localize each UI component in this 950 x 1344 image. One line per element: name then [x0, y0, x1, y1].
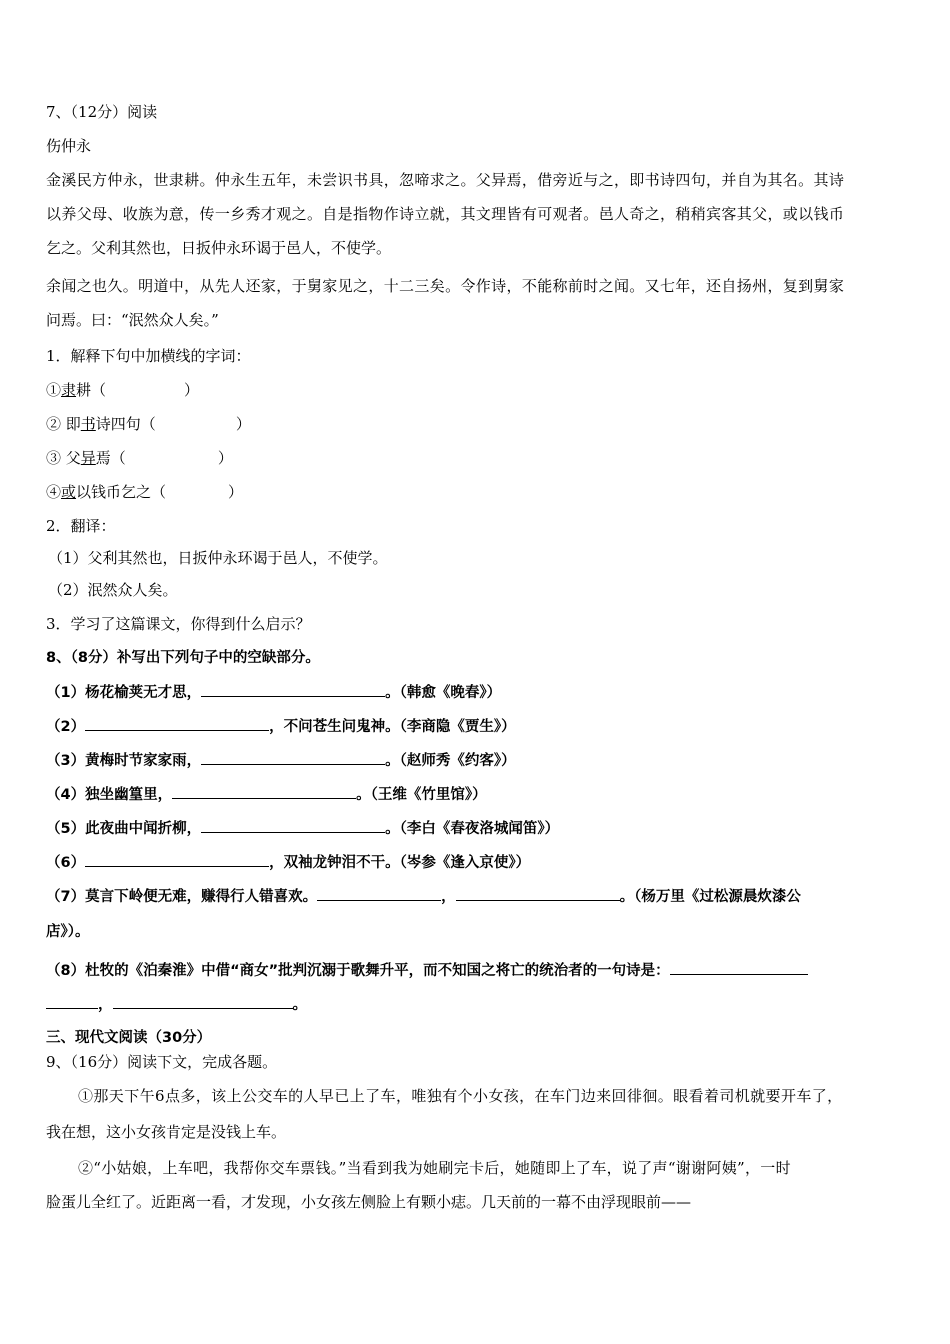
- line-text: （5）此夜曲中闻折柳，: [46, 821, 202, 837]
- q8-line-8: [46, 960, 808, 981]
- line-text: （2）: [46, 719, 86, 735]
- item-text: 以钱币乞之（: [76, 483, 167, 501]
- q9-passage-line: ①那天下午6点多，该上公交车的人早已上了车，唯独有个小女孩，在车门边来回徘徊。眼看着司机就要开车了，: [78, 1087, 843, 1105]
- item-text: 焉（: [95, 449, 126, 467]
- q7-sub2-prompt: 2．翻译：: [46, 517, 116, 535]
- q7-sub1-item-b: [46, 414, 251, 434]
- item-close: ）: [184, 381, 200, 399]
- item-number: ④: [46, 483, 62, 501]
- q8-line-7: [46, 886, 801, 907]
- underlined-word: 或: [61, 483, 77, 501]
- line-comma: ，: [98, 997, 113, 1013]
- q8-line-6: [46, 852, 530, 873]
- q9-passage-line: 脸蛋儿全红了。近距离一看，才发现，小女孩左侧脸上有颗小痣。几天前的一幕不由浮现眼前——: [46, 1193, 692, 1211]
- underlined-word: 隶: [61, 381, 77, 399]
- item-number: ①: [46, 381, 62, 399]
- q7-passage-line: 金溪民方仲永，世隶耕。仲永生五年，未尝识书具，忽啼求之。父异焉，借旁近与之，即书诗四句，并自为其名。其诗: [46, 171, 845, 189]
- q7-passage-line: 余闻之也久。明道中，从先人还家，于舅家见之，十二三矣。令作诗，不能称前时之闻。又七年，还自扬州，复到舅家: [46, 277, 845, 295]
- line-text: （4）独坐幽篁里，: [46, 787, 173, 803]
- q9-passage-line: 我在想，这小女孩肯定是没钱上车。: [46, 1123, 287, 1141]
- fill-blank[interactable]: [317, 886, 441, 901]
- line-source: 。（杨万里《过松源晨炊漆公: [619, 889, 801, 905]
- underlined-word: 书: [80, 415, 96, 433]
- line-text: （3）黄梅时节家家雨，: [46, 753, 202, 769]
- line-text: （6）: [46, 855, 86, 871]
- q7-passage-line: 以养父母、收族为意，传一乡秀才观之。自是指物作诗立就，其文理皆有可观者。邑人奇之，稍稍宾客其父，或以钱币: [46, 205, 845, 223]
- line-text: （7）莫言下岭便无难，赚得行人错喜欢。: [46, 889, 318, 905]
- line-source: 。（韩愈《晚春》）: [385, 685, 502, 701]
- fill-blank[interactable]: [201, 682, 385, 697]
- q7-passage-line: 乞之。父利其然也，日扳仲永环谒于邑人，不使学。: [46, 239, 392, 257]
- line-comma: ，: [441, 889, 456, 905]
- fill-blank[interactable]: [201, 750, 385, 765]
- q7-sub1-item-a: [46, 380, 199, 400]
- fill-blank[interactable]: [113, 994, 293, 1009]
- q8-line-7-cont: 店》）。: [46, 924, 90, 940]
- fill-blank[interactable]: [456, 886, 620, 901]
- line-source: 。（李白《春夜洛城闻笛》）: [385, 821, 560, 837]
- item-text: 耕（: [76, 381, 107, 399]
- q7-sub1-item-c: [46, 448, 233, 468]
- q7-sub3-prompt: 3．学习了这篇课文，你得到什么启示？: [46, 615, 311, 633]
- q8-line-4: [46, 784, 487, 805]
- line-end: 。: [292, 997, 307, 1013]
- q8-line-8-cont: [46, 994, 307, 1015]
- line-text: （8）杜牧的《泊秦淮》中借“商女”批判沉溺于歌舞升平，而不知国之将亡的统治者的一句诗是：: [46, 963, 670, 979]
- fill-blank[interactable]: [172, 784, 356, 799]
- q7-sub1-item-d: [46, 482, 243, 502]
- q7-sub2-item: （1）父利其然也，日扳仲永环谒于邑人，不使学。: [48, 549, 388, 567]
- q8-line-3: [46, 750, 516, 771]
- q9-header: 9、（16分）阅读下文，完成各题。: [46, 1053, 278, 1071]
- line-source: 。（王维《竹里馆》）: [356, 787, 487, 803]
- section-3-header: 三、现代文阅读（30分）: [46, 1030, 212, 1046]
- fill-blank[interactable]: [201, 818, 385, 833]
- item-text: 诗四句（: [95, 415, 156, 433]
- item-close: ）: [217, 449, 233, 467]
- q8-header: 8、（8分）补写出下列句子中的空缺部分。: [46, 650, 320, 666]
- fill-blank[interactable]: [670, 960, 808, 975]
- item-close: ）: [235, 415, 251, 433]
- q7-title: 伤仲永: [46, 137, 92, 155]
- underlined-word: 异: [80, 449, 96, 467]
- item-close: ）: [228, 483, 244, 501]
- fill-blank[interactable]: [85, 716, 269, 731]
- line-source: ，双袖龙钟泪不干。（岑参《逢入京使》）: [269, 855, 531, 871]
- q8-line-5: [46, 818, 559, 839]
- fill-blank[interactable]: [85, 852, 269, 867]
- q7-sub1-prompt: 1．解释下句中加横线的字词：: [46, 347, 251, 365]
- q7-header: 7、（12分）阅读: [46, 103, 158, 121]
- item-number: ② 即: [46, 415, 81, 433]
- item-number: ③ 父: [46, 449, 81, 467]
- line-source: ，不问苍生问鬼神。（李商隐《贾生》）: [269, 719, 516, 735]
- q8-line-2: [46, 716, 516, 737]
- q7-passage-line: 问焉。曰：“泯然众人矣。”: [46, 311, 219, 329]
- fill-blank[interactable]: [46, 994, 98, 1009]
- q9-passage-line: ②“小姑娘，上车吧，我帮你交车票钱。”当看到我为她刷完卡后，她随即上了车，说了声“谢谢阿姨”，一时: [78, 1159, 791, 1177]
- line-text: （1）杨花榆荚无才思，: [46, 685, 202, 701]
- line-source: 。（赵师秀《约客》）: [385, 753, 516, 769]
- q7-sub2-item: （2）泯然众人矣。: [48, 581, 178, 599]
- q8-line-1: [46, 682, 501, 703]
